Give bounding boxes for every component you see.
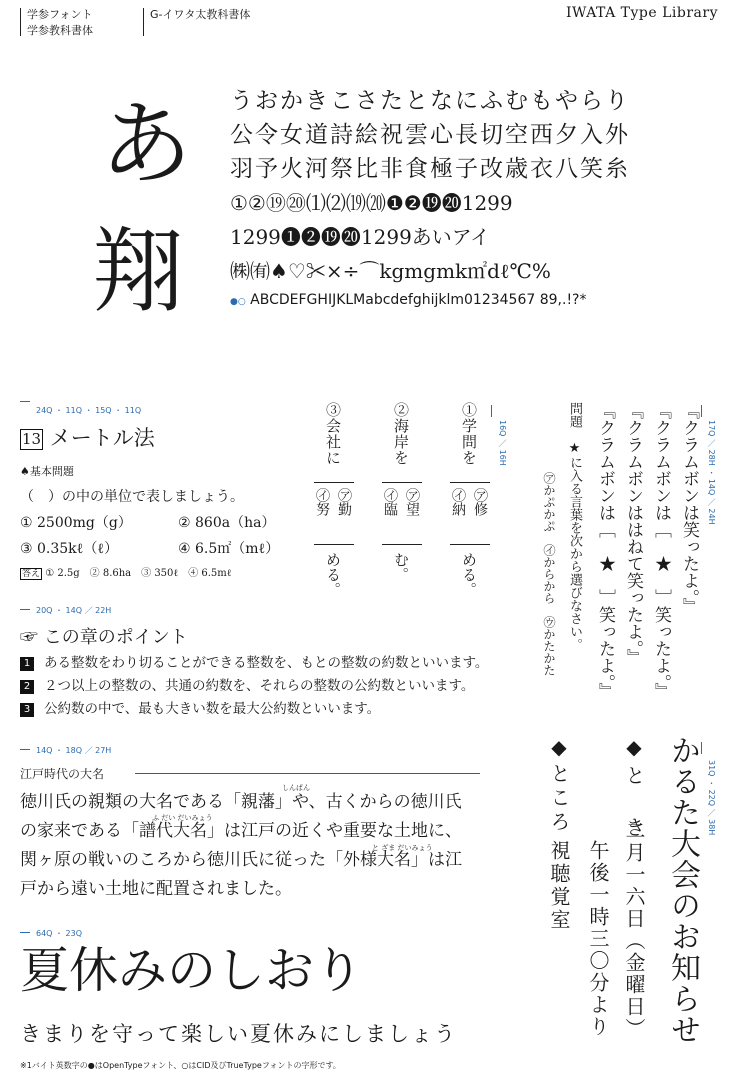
math-title: メートル法 [49, 426, 155, 450]
big-char-sho: 翔 [92, 218, 185, 325]
sample-row-symbols: ㈱㈲♠♡✂×÷⌒kgmgmk㎡dℓ℃% [230, 259, 551, 283]
edo-spec: 14Q ・ 18Q ／ 27H [36, 746, 112, 755]
kanji-col-1-tail: める。 [460, 552, 478, 597]
alphabet-dots: ●○ [230, 297, 246, 307]
question-spec: 17Q ／ 28H ・ 14Q ／ 24H [707, 420, 716, 525]
summer-spec-rule [20, 932, 30, 933]
kanji-col-2-tail: む。 [392, 552, 410, 582]
kanji-col-3-brace-bottom [314, 544, 354, 545]
points-item-2-text: ２つ以上の整数の、共通の約数を、それらの整数の公約数といいます。 [44, 678, 475, 694]
math-question: （ ）の中の単位で表しましょう。 [20, 489, 244, 505]
karuta-where-label: ◆ところ [547, 735, 571, 835]
math-answers: ① 2.5g ② 8.6ha ③ 350ℓ ④ 6.5mℓ [45, 568, 232, 579]
math-chapter-num: 13 [22, 430, 42, 448]
kanji-col-2-brace-bottom [382, 544, 422, 545]
header-font-name: G-イワタ太教科書体 [150, 8, 251, 21]
points-item-3-text: 公約数の中で、最も大きい数を最大公約数といいます。 [44, 701, 381, 717]
points-item-1-num: 1 [20, 657, 34, 671]
math-answers-row [20, 564, 232, 579]
points-item-2-num: 2 [20, 680, 34, 694]
edo-line-2: の家来である「譜代大名」は江戸の近くや重要な土地に、 [20, 821, 462, 841]
karuta-title: かるた大会のお知らせ [665, 735, 700, 1045]
kanji-col-1-opt-b: ㋑納 [450, 488, 466, 516]
karuta-spec: 31Q ・ 22Q ／ 38H [707, 760, 716, 836]
sample-row-kana: うおかきこさたとなにふむもやらり [230, 88, 630, 114]
math-item-3: ③ 0.35kℓ（ℓ） [20, 541, 119, 557]
footnote: ※1バイト英数字の●はOpenTypeフォント、○はCID及びTrueTypeフォントの字形です。 [20, 1061, 341, 1070]
karuta-place: 視聴覚室 [547, 840, 571, 932]
kanji-col-1-opt-a: ㋐修 [472, 488, 488, 516]
question-col-1: 『クラムボンは笑ったよ。』 [679, 402, 699, 615]
sample-row-kanji-2: 羽予火河祭比非食極子改歳衣八笑糸 [230, 156, 630, 182]
summer-title: 夏休みのしおり [20, 942, 364, 999]
kanji-col-1-brace-bottom [450, 544, 490, 545]
math-spec: 24Q ・ 11Q ・ 15Q ・ 11Q [36, 406, 142, 415]
edo-ruby-3: と ざま だいみょう [372, 844, 433, 852]
points-item-1 [20, 652, 488, 675]
pointing-hand-icon: ☞ [20, 627, 38, 648]
edo-line-1: 徳川氏の親類の大名である「親藩」や、古くからの徳川氏 [20, 792, 462, 812]
summer-subtitle: きまりを守って楽しい夏休みにしましょう [20, 1022, 457, 1046]
math-item-1: ① 2500mg（g） [20, 515, 132, 531]
kanji-col-1 [448, 402, 492, 602]
edo-title: 江戸時代の大名 [20, 767, 105, 781]
kanji-spec: 16Q ／ 16H [498, 420, 507, 466]
kanji-col-3-opt-a: ㋐勤 [336, 488, 352, 516]
header-family-jp: 学参フォント [27, 8, 93, 21]
kanji-col-3-tail: める。 [324, 552, 342, 597]
edo-line-4: 戸から遠い土地に配置されました。 [20, 879, 292, 899]
kanji-col-1-brace-top [450, 482, 490, 483]
question-choice-a: ㋐かぷかぷ [542, 472, 556, 532]
karuta-time: 午後一時三〇分より [586, 840, 610, 1038]
header-brand: IWATA Type Library [565, 5, 718, 21]
karuta-when-label: ◆と き [622, 735, 646, 843]
math-spec-rule [20, 401, 30, 402]
question-col-2: 『クラムボンは［ ★ ］笑ったよ。』 [651, 402, 671, 700]
question-col-4: 『クラムボンは［ ★ ］笑ったよ。』 [595, 402, 615, 700]
edo-spec-rule [20, 749, 30, 750]
points-item-2 [20, 675, 488, 698]
sample-row-kanji-1: 公令女道詩絵祝雲心長切空西夕入外 [230, 122, 630, 148]
points-title: この章のポイント [43, 627, 188, 648]
question-choice-c: ㋒かたかた [542, 616, 556, 676]
kanji-col-1-head: ①学問を [460, 402, 478, 466]
kanji-col-2-opt-b: ㋑臨 [382, 488, 398, 516]
sample-row-boxed: 1299❶❷⓳⓴1299あいアイ [230, 225, 490, 249]
edo-ruby-1: しんぱん [282, 784, 310, 792]
kanji-col-3-head: ③会社に [324, 402, 342, 466]
math-heading [20, 422, 155, 452]
edo-ruby-2: ふ だい だいみょう [152, 814, 213, 822]
math-item-4: ④ 6.5㎡（mℓ） [178, 541, 280, 557]
kanji-col-2-brace-top [382, 482, 422, 483]
points-item-1-text: ある整数をわり切ることができる整数を、もとの整数の約数といいます。 [44, 655, 489, 671]
question-label: 問題 [567, 402, 582, 428]
math-item-2: ② 860a（ha） [178, 515, 276, 531]
points-heading [20, 623, 188, 649]
summer-spec: 64Q ・ 23Q [36, 929, 83, 938]
sample-grid [230, 84, 710, 314]
math-answer-label: 答え [22, 569, 41, 579]
edo-body [20, 788, 462, 904]
kanji-col-3-brace-top [314, 482, 354, 483]
kanji-col-2 [380, 402, 424, 602]
edo-line-3: 関ヶ原の戦いのころから徳川氏に従った「外様大名」は江 [20, 850, 462, 870]
header-divider-mid [143, 8, 144, 36]
points-list [20, 652, 488, 721]
sample-row-alphabet [230, 288, 710, 314]
alphabet-text: ABCDEFGHIJKLMabcdefghijklm01234567 89,.!?* [250, 292, 587, 308]
points-item-3-num: 3 [20, 703, 34, 717]
sample-row-circled: ①②⑲⑳⑴⑵⒆⒇❶❷⓳⓴1299 [230, 191, 513, 215]
math-subhead: ♠基本問題 [20, 465, 74, 478]
points-spec-rule [20, 609, 30, 610]
kanji-col-2-opt-a: ㋐望 [404, 488, 420, 516]
kanji-col-2-head: ②海岸を [392, 402, 410, 466]
points-spec: 20Q ・ 14Q ／ 22H [36, 606, 112, 615]
question-prompt [563, 402, 585, 651]
header-divider-left [20, 8, 21, 36]
big-char-a: あ [100, 91, 193, 198]
question-col-3: 『クラムボンははねて笑ったよ。』 [623, 402, 643, 666]
karuta-date: 二月一六日（金曜日） [622, 820, 646, 1040]
kanji-col-3-opt-b: ㋑努 [314, 488, 330, 516]
header-family [27, 7, 93, 39]
edo-title-rule [135, 773, 480, 774]
header-style-jp: 学参教科書体 [27, 24, 93, 37]
kanji-col-3 [312, 402, 356, 602]
question-choices [539, 472, 559, 676]
question-text: ★に入る言葉を次から選びなさい。 [567, 441, 582, 651]
points-item-3 [20, 698, 488, 721]
question-choice-b: ㋑からから [542, 544, 556, 604]
